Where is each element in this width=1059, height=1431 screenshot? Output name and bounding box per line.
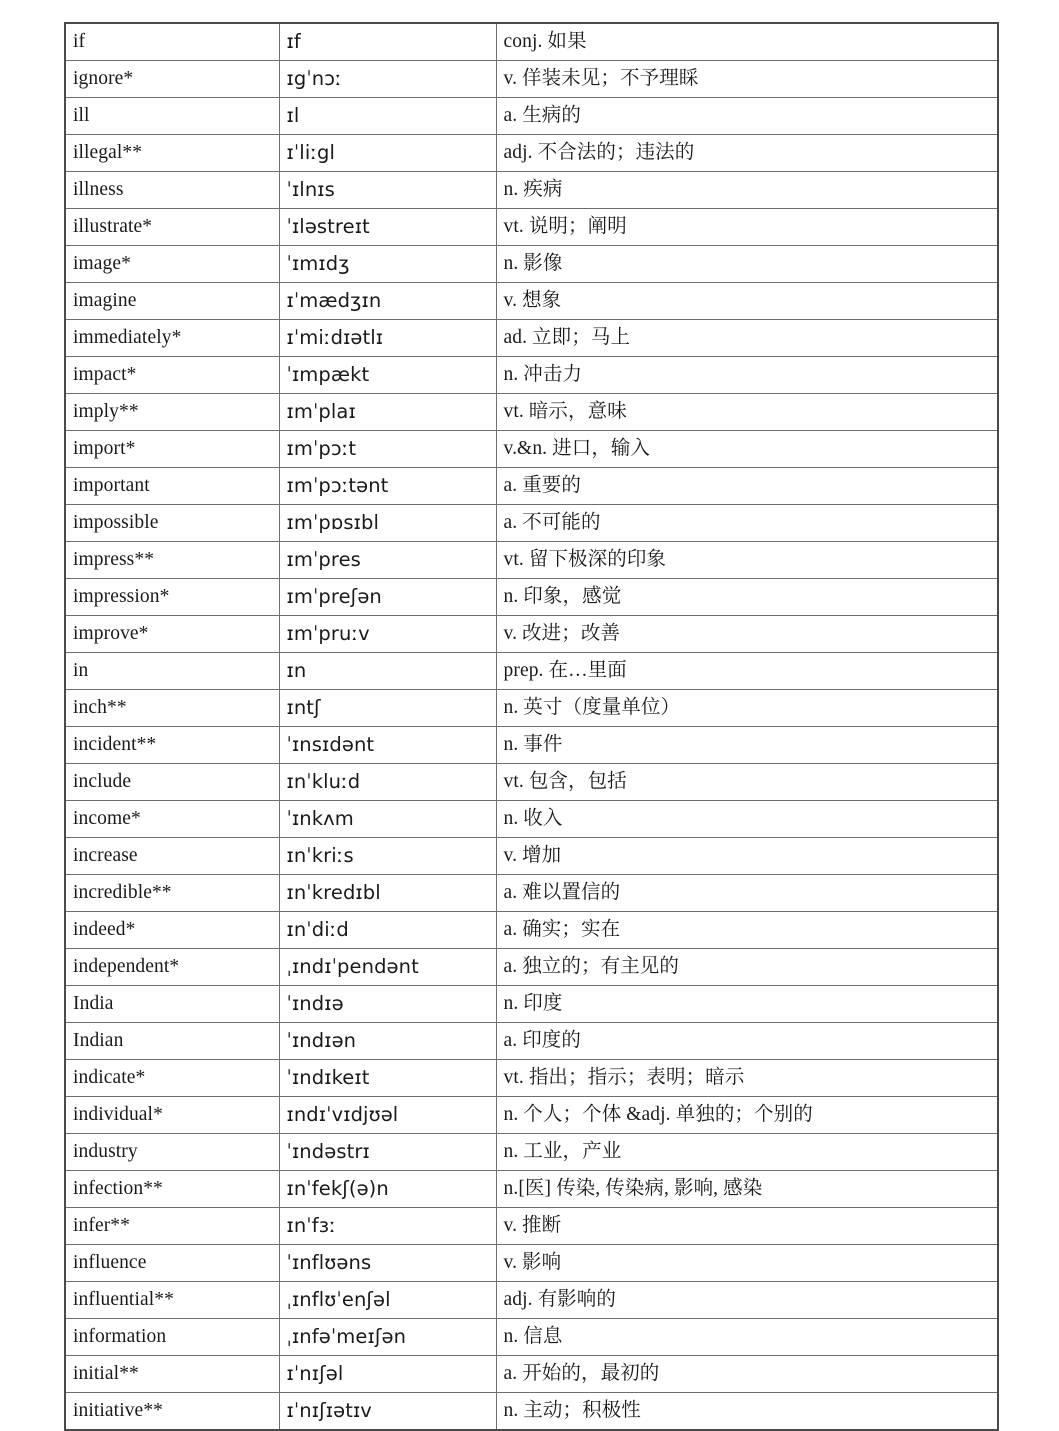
definition-cell: adj. 有影响的 [496,1282,998,1319]
vocabulary-row [65,1245,998,1282]
word-cell: in [65,653,279,690]
definition-cell: vt. 包含，包括 [496,764,998,801]
pronunciation-cell: ɪndɪˈvɪdjʊəl [279,1097,496,1134]
pronunciation-cell: ˈɪnkʌm [279,801,496,838]
definition-cell: a. 不可能的 [496,505,998,542]
vocabulary-row [65,801,998,838]
vocabulary-table [64,22,999,1431]
pronunciation-cell: ɪl [279,98,496,135]
vocabulary-row [65,1097,998,1134]
pronunciation-cell: ɪntʃ [279,690,496,727]
vocabulary-row [65,61,998,98]
pronunciation-cell: ɪgˈnɔː [279,61,496,98]
pronunciation-cell: ɪnˈkriːs [279,838,496,875]
definition-cell: n. 疾病 [496,172,998,209]
vocabulary-row [65,727,998,764]
vocabulary-row [65,912,998,949]
vocabulary-row [65,949,998,986]
definition-cell: vt. 留下极深的印象 [496,542,998,579]
vocabulary-row [65,468,998,505]
definition-cell: n.[医] 传染, 传染病, 影响, 感染 [496,1171,998,1208]
definition-cell: a. 开始的，最初的 [496,1356,998,1393]
word-cell: inch** [65,690,279,727]
vocabulary-row [65,505,998,542]
word-cell: infer** [65,1208,279,1245]
definition-cell: n. 收入 [496,801,998,838]
vocabulary-row [65,1134,998,1171]
definition-cell: n. 影像 [496,246,998,283]
word-cell: imply** [65,394,279,431]
definition-cell: adj. 不合法的；违法的 [496,135,998,172]
vocabulary-row [65,764,998,801]
definition-cell: vt. 说明；阐明 [496,209,998,246]
pronunciation-cell: ˈɪləstreɪt [279,209,496,246]
word-cell: initial** [65,1356,279,1393]
word-cell: illness [65,172,279,209]
definition-cell: a. 印度的 [496,1023,998,1060]
word-cell: include [65,764,279,801]
word-cell: information [65,1319,279,1356]
definition-cell: v. 改进；改善 [496,616,998,653]
pronunciation-cell: ɪn [279,653,496,690]
pronunciation-cell: ˈɪndɪə [279,986,496,1023]
pronunciation-cell: ɪˈnɪʃɪətɪv [279,1393,496,1431]
vocabulary-row [65,1060,998,1097]
vocabulary-row [65,1282,998,1319]
vocabulary-row [65,283,998,320]
word-cell: influential** [65,1282,279,1319]
vocabulary-row [65,1171,998,1208]
vocabulary-row [65,209,998,246]
word-cell: if [65,23,279,61]
vocabulary-row [65,838,998,875]
vocabulary-row [65,135,998,172]
definition-cell: n. 冲击力 [496,357,998,394]
pronunciation-cell: ɪnˈkluːd [279,764,496,801]
vocabulary-table-body [65,23,998,1430]
pronunciation-cell: ɪmˈpruːv [279,616,496,653]
definition-cell: n. 个人；个体 &adj. 单独的；个别的 [496,1097,998,1134]
vocabulary-row [65,653,998,690]
vocabulary-row [65,431,998,468]
word-cell: impress** [65,542,279,579]
vocabulary-row [65,1356,998,1393]
vocabulary-row [65,616,998,653]
pronunciation-cell: ɪmˈpreʃən [279,579,496,616]
pronunciation-cell: ˌɪndɪˈpendənt [279,949,496,986]
definition-cell: n. 英寸（度量单位） [496,690,998,727]
word-cell: import* [65,431,279,468]
pronunciation-cell: ˈɪmɪdʒ [279,246,496,283]
definition-cell: v.&n. 进口，输入 [496,431,998,468]
pronunciation-cell: ɪnˈdiːd [279,912,496,949]
pronunciation-cell: ɪmˈpɔːtənt [279,468,496,505]
vocabulary-row [65,875,998,912]
pronunciation-cell: ˈɪnflʊəns [279,1245,496,1282]
definition-cell: conj. 如果 [496,23,998,61]
definition-cell: a. 生病的 [496,98,998,135]
pronunciation-cell: ɪmˈpɒsɪbl [279,505,496,542]
definition-cell: vt. 暗示，意味 [496,394,998,431]
word-cell: infection** [65,1171,279,1208]
word-cell: ill [65,98,279,135]
vocabulary-row [65,172,998,209]
pronunciation-cell: ɪmˈpres [279,542,496,579]
word-cell: indicate* [65,1060,279,1097]
definition-cell: n. 主动；积极性 [496,1393,998,1431]
word-cell: impression* [65,579,279,616]
pronunciation-cell: ˈɪmpækt [279,357,496,394]
vocabulary-row [65,1319,998,1356]
vocabulary-row [65,1208,998,1245]
pronunciation-cell: ɪˈmiːdɪətlɪ [279,320,496,357]
pronunciation-cell: ɪnˈfɜː [279,1208,496,1245]
word-cell: immediately* [65,320,279,357]
vocabulary-row [65,246,998,283]
vocabulary-row [65,23,998,61]
pronunciation-cell: ɪˈliːgl [279,135,496,172]
word-cell: increase [65,838,279,875]
definition-cell: n. 印度 [496,986,998,1023]
definition-cell: a. 难以置信的 [496,875,998,912]
pronunciation-cell: ɪˈnɪʃəl [279,1356,496,1393]
definition-cell: v. 推断 [496,1208,998,1245]
vocabulary-row [65,579,998,616]
definition-cell: v. 影响 [496,1245,998,1282]
pronunciation-cell: ˌɪnflʊˈenʃəl [279,1282,496,1319]
word-cell: individual* [65,1097,279,1134]
vocabulary-row [65,320,998,357]
word-cell: Indian [65,1023,279,1060]
word-cell: impact* [65,357,279,394]
definition-cell: a. 独立的；有主见的 [496,949,998,986]
pronunciation-cell: ˈɪnsɪdənt [279,727,496,764]
pronunciation-cell: ɪnˈfekʃ(ə)n [279,1171,496,1208]
pronunciation-cell: ˈɪndɪən [279,1023,496,1060]
pronunciation-cell: ɪˈmædʒɪn [279,283,496,320]
definition-cell: vt. 指出；指示；表明；暗示 [496,1060,998,1097]
definition-cell: v. 想象 [496,283,998,320]
word-cell: incredible** [65,875,279,912]
definition-cell: n. 事件 [496,727,998,764]
word-cell: industry [65,1134,279,1171]
definition-cell: a. 确实；实在 [496,912,998,949]
vocabulary-row [65,394,998,431]
word-cell: incident** [65,727,279,764]
word-cell: independent* [65,949,279,986]
word-cell: indeed* [65,912,279,949]
word-cell: influence [65,1245,279,1282]
vocabulary-row [65,986,998,1023]
word-cell: improve* [65,616,279,653]
definition-cell: v. 增加 [496,838,998,875]
definition-cell: prep. 在…里面 [496,653,998,690]
definition-cell: n. 信息 [496,1319,998,1356]
word-cell: illustrate* [65,209,279,246]
vocabulary-row [65,357,998,394]
pronunciation-cell: ɪmˈplaɪ [279,394,496,431]
pronunciation-cell: ɪnˈkredɪbl [279,875,496,912]
word-cell: illegal** [65,135,279,172]
word-cell: India [65,986,279,1023]
pronunciation-cell: ˈɪndɪkeɪt [279,1060,496,1097]
word-cell: image* [65,246,279,283]
word-cell: initiative** [65,1393,279,1431]
word-cell: imagine [65,283,279,320]
vocabulary-row [65,1023,998,1060]
definition-cell: n. 印象，感觉 [496,579,998,616]
definition-cell: v. 佯装未见；不予理睬 [496,61,998,98]
vocabulary-row [65,1393,998,1431]
vocabulary-row [65,542,998,579]
pronunciation-cell: ɪf [279,23,496,61]
vocabulary-row [65,690,998,727]
pronunciation-cell: ˈɪndəstrɪ [279,1134,496,1171]
pronunciation-cell: ɪmˈpɔːt [279,431,496,468]
word-cell: important [65,468,279,505]
pronunciation-cell: ˌɪnfəˈmeɪʃən [279,1319,496,1356]
definition-cell: a. 重要的 [496,468,998,505]
word-cell: ignore* [65,61,279,98]
pronunciation-cell: ˈɪlnɪs [279,172,496,209]
word-cell: impossible [65,505,279,542]
definition-cell: n. 工业，产业 [496,1134,998,1171]
definition-cell: ad. 立即；马上 [496,320,998,357]
vocabulary-row [65,98,998,135]
word-cell: income* [65,801,279,838]
